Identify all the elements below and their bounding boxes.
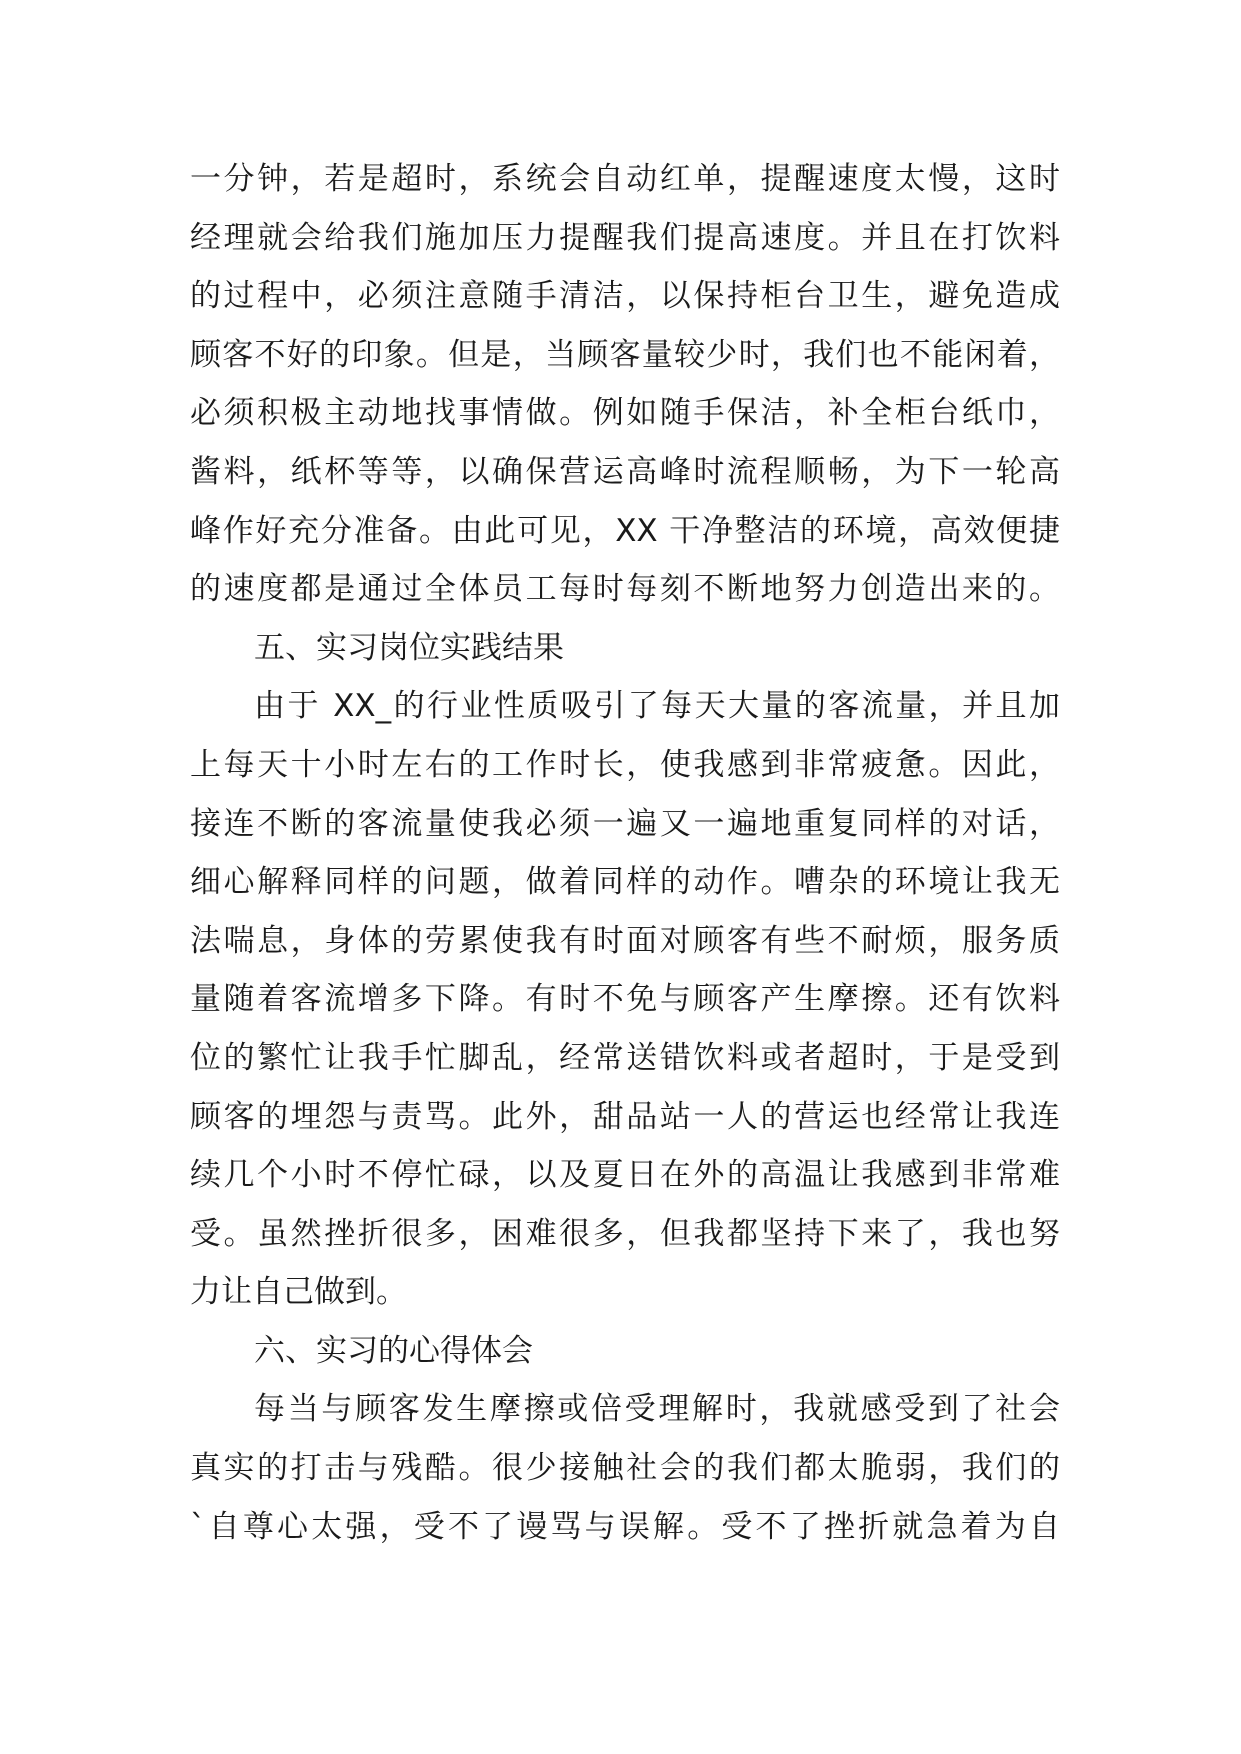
text-line: 峰作好充分准备。由此可见，XX 干净整洁的环境，高效便捷 — [190, 512, 1060, 549]
text-line: 真实的打击与残酷。很少接触社会的我们都太脆弱，我们的 — [190, 1450, 1060, 1487]
text-line: 顾客不好的印象。但是，当顾客量较少时，我们也不能闲着， — [190, 336, 1060, 373]
text-line: 法喘息，身体的劳累使我有时面对顾客有些不耐烦，服务质 — [190, 922, 1060, 959]
text-line: 必须积极主动地找事情做。例如随手保洁，补全柜台纸巾， — [190, 395, 1060, 432]
text-line: 每当与顾客发生摩擦或倍受理解时，我就感受到了社会 — [254, 1391, 1060, 1428]
text-line: 受。虽然挫折很多，困难很多，但我都坚持下来了，我也努 — [190, 1215, 1060, 1252]
section-heading: 六、实习的心得体会 — [254, 1332, 533, 1369]
text-line: `自尊心太强，受不了谩骂与误解。受不了挫折就急着为自 — [190, 1508, 1060, 1545]
text-line: 细心解释同样的问题，做着同样的动作。嘈杂的环境让我无 — [190, 864, 1060, 901]
text-line: 力让自己做到。 — [190, 1274, 407, 1311]
text-line: 位的繁忙让我手忙脚乱，经常送错饮料或者超时，于是受到 — [190, 1039, 1060, 1076]
text-line: 的过程中，必须注意随手清洁，以保持柜台卫生，避免造成 — [190, 278, 1060, 315]
text-line: 的速度都是通过全体员工每时每刻不断地努力创造出来的。 — [190, 571, 1060, 608]
text-line: 由于 XX_的行业性质吸引了每天大量的客流量，并且加 — [254, 688, 1060, 725]
text-line: 酱料，纸杯等等，以确保营运高峰时流程顺畅，为下一轮高 — [190, 453, 1060, 490]
text-line: 经理就会给我们施加压力提醒我们提高速度。并且在打饮料 — [190, 219, 1060, 256]
section-heading: 五、实习岗位实践结果 — [254, 629, 564, 666]
text-line: 顾客的埋怨与责骂。此外，甜品站一人的营运也经常让我连 — [190, 1098, 1060, 1135]
text-line: 上每天十小时左右的工作时长，使我感到非常疲惫。因此， — [190, 746, 1060, 783]
document-body — [190, 150, 1060, 1556]
text-line: 接连不断的客流量使我必须一遍又一遍地重复同样的对话， — [190, 805, 1060, 842]
text-line: 续几个小时不停忙碌，以及夏日在外的高温让我感到非常难 — [190, 1157, 1060, 1194]
text-line: 一分钟，若是超时，系统会自动红单，提醒速度太慢，这时 — [190, 161, 1060, 197]
text-line: 量随着客流增多下降。有时不免与顾客产生摩擦。还有饮料 — [190, 981, 1060, 1018]
